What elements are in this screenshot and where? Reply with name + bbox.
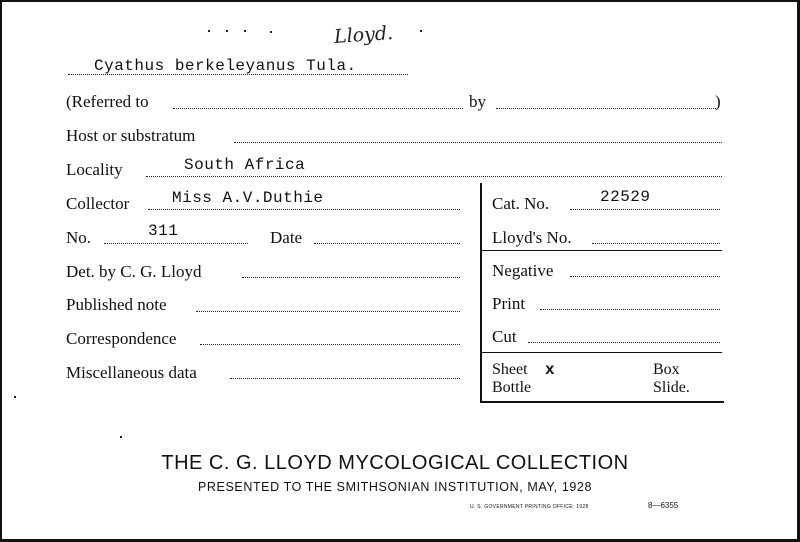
handwritten-signature: Lloyd. <box>333 21 394 49</box>
by-line <box>496 108 716 109</box>
scan-speck <box>120 436 122 438</box>
print-line <box>540 309 720 310</box>
scan-speck <box>14 396 16 398</box>
box-divider <box>482 352 722 353</box>
locality-value: South Africa <box>184 156 306 174</box>
miscellaneous-data-label: Miscellaneous data <box>66 363 197 382</box>
host-line <box>234 142 722 143</box>
cat-no-line <box>570 209 720 210</box>
box-divider <box>482 250 722 251</box>
negative-label: Negative <box>492 261 554 280</box>
scan-speck <box>208 30 210 32</box>
sheet-label: Sheet <box>492 361 528 378</box>
determined-by-label: Det. by C. G. Lloyd <box>66 262 202 281</box>
lloyds-no-label: Lloyd's No. <box>492 228 572 247</box>
determined-by-line <box>242 277 460 278</box>
miscellaneous-data-line <box>230 378 460 379</box>
no-label: No. <box>66 228 92 247</box>
host-label: Host or substratum <box>66 126 196 145</box>
species-name: Cyathus berkeleyanus Tula. <box>94 57 357 75</box>
collector-line <box>148 209 460 210</box>
scan-speck <box>420 30 422 32</box>
scan-speck <box>270 31 272 33</box>
collection-title: THE C. G. LLOYD MYCOLOGICAL COLLECTION <box>161 452 629 474</box>
sheet-mark: x <box>545 361 556 379</box>
negative-line <box>570 276 720 277</box>
collector-label: Collector <box>66 194 130 213</box>
referred-to-line <box>173 108 463 109</box>
printing-office-note: U. S. GOVERNMENT PRINTING OFFICE: 1928 <box>470 504 589 510</box>
locality-label: Locality <box>66 160 123 179</box>
collection-subtitle: PRESENTED TO THE SMITHSONIAN INSTITUTION, MAY, 1928 <box>197 480 593 494</box>
closing-paren: ) <box>715 92 721 111</box>
slide-label: Slide. <box>653 379 690 396</box>
scan-speck <box>244 30 246 32</box>
collector-value: Miss A.V.Duthie <box>172 189 324 207</box>
date-line <box>314 243 460 244</box>
correspondence-label: Correspondence <box>66 329 177 348</box>
scan-speck <box>226 30 228 32</box>
cat-no-label: Cat. No. <box>492 194 550 213</box>
cut-label: Cut <box>492 327 517 346</box>
lloyds-no-line <box>592 243 720 244</box>
date-label: Date <box>270 228 303 247</box>
print-label: Print <box>492 294 526 313</box>
cut-line <box>528 342 720 343</box>
locality-line <box>146 176 722 177</box>
no-value: 311 <box>148 222 179 240</box>
cat-no-value: 22529 <box>600 188 651 206</box>
form-number: 8—6355 <box>648 501 679 510</box>
published-note-line <box>196 311 460 312</box>
published-note-label: Published note <box>66 295 167 314</box>
referred-to-label: (Referred to <box>66 92 149 111</box>
correspondence-line <box>200 344 460 345</box>
no-line <box>104 243 248 244</box>
card-edge-top <box>0 0 800 2</box>
by-label: by <box>469 92 486 111</box>
box-label: Box <box>653 361 680 378</box>
bottle-label: Bottle <box>492 379 532 396</box>
